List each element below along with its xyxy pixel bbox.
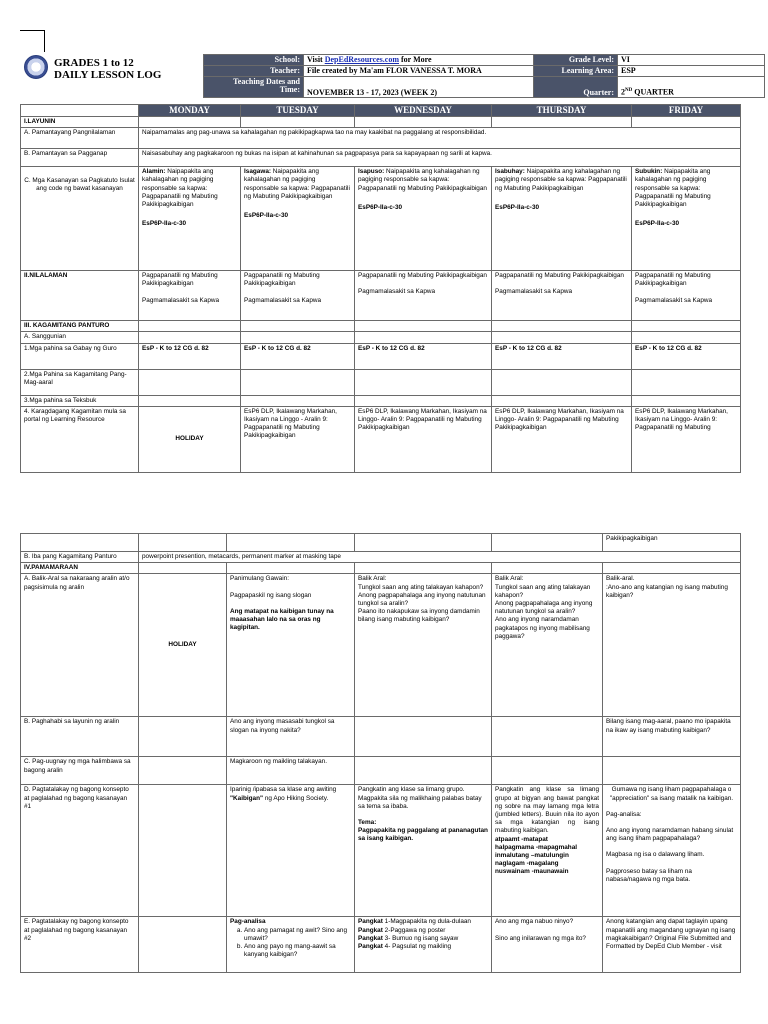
learning-area-value: ESP — [618, 66, 765, 77]
holiday-cell: HOLIDAY — [139, 574, 227, 717]
day-friday: FRIDAY — [632, 105, 741, 117]
teacher-value: File created by Ma'am FLOR VANESSA T. MORA — [304, 66, 534, 77]
day-thursday: THURSDAY — [492, 105, 632, 117]
doc-title-grades: GRADES 1 to 12 — [54, 57, 134, 69]
kagamitang-panturo-row: III. KAGAMITANG PANTURO — [21, 321, 741, 332]
row-label: B. Pamantayan sa Pagganap — [21, 149, 139, 167]
pagtatalakay-1-row: D. Pagtatalakay ng bagong konsepto at paglalahad ng bagong kasanayan #1 Iparinig /ipabasa sa klase ang awiting "Kaibigan" ng Apo Hiking Society. Pangkatin ang klase sa limang grupo. Magpakita sila ng malikhaing palabas batay sa tema sa ibaba. Tema: Pagpapakita ng paggalang at pananagutan sa isang kaibigan. Pangkatin ang klase sa limang grupo at bigyan ang bawat pangkat ng sobre na may lamang mga letra (jumbled letters). Buuin nila ito ayon sa mga katangian ng isang mabuting kaibigan. atpaamt -matapat halpagmama -mapagmahal inmalutang –matulungin naglagam -magalang nuswainam -maunawain Gumawa ng isang liham pagpapahalaga o "appreciation" sa isang matalik na kaibigan. Pag-analisa: Ano ang inyong naramdaman habang sinulat ang isang liham pagpapahalaga? Magbasa ng isa o dalawang liham. Pagproseso batay sa liham na nabasa/nagawa ng mga bata. — [21, 785, 741, 917]
corner-mark-horizontal — [20, 30, 44, 31]
paghahabi-row: B. Paghahabi sa layunin ng aralin Ano ang inyong masasabi tungkol sa slogan na inyong nakita? Bilang isang mag-aaral, paano mo ipapakita na ikaw ay isang mabuting kaibigan? — [21, 717, 741, 757]
quarter-value: 2ND QUARTER — [618, 77, 765, 98]
row-label: C. Mga Kasanayan sa Pagkatuto Isulat ang code ng bawat kasanayan — [21, 167, 139, 271]
deped-seal-icon — [24, 55, 48, 79]
day-wednesday: WEDNESDAY — [355, 105, 492, 117]
karagdagang-kagamitan-row: 4. Karagdagang Kagamitan mula sa portal ng Learning Resource HOLIDAY EsP6 DLP, Ikalawang Markahan, Ikasiyam na Linggo - Aralin 9: Pagpapanatili ng Mabuting Pakikipagkaibigan EsP6 DLP, Ikalawang Markahan, Ikasiyam na Linggo- Aralin 9: Pagpapanatili ng Mabuting Pakikipagkaibigan EsP6 DLP, Ikalawang Markahan, Ikasiyam na Linggo- Aralin 9: Pagpapanatili ng Mabuting Pakikipagkaibigan EsP6 DLP, Ikalawang Markahan, Ikasiyam na Linggo- Aralin 9: Pagpapanatili ng Mabuting — [21, 406, 741, 472]
dates-value: NOVEMBER 13 - 17, 2023 (WEEK 2) — [304, 77, 534, 98]
pamantayan-pagganap-row — [21, 149, 741, 167]
teksbuk-row: 3.Mga pahina sa Teksbuk — [21, 395, 741, 406]
school-label: School: — [204, 55, 304, 66]
pamamaraan-row: IV.PAMAMARAAN — [21, 563, 741, 574]
pag-uugnay-row: C. Pag-uugnay ng mga halimbawa sa bagong aralin Magkaroon ng maikling talakayan. — [21, 757, 741, 785]
gabay-guro-row: 1.Mga pahina sa Gabay ng Guro EsP - K to 12 CG d. 82 EsP - K to 12 CG d. 82 EsP - K to 12 CG d. 82 EsP - K to 12 CG d. 82 EsP - K to 12 CG d. 82 — [21, 343, 741, 369]
learning-area-label: Learning Area: — [534, 66, 618, 77]
iba-pang-kagamitan-row: B. Iba pang Kagamitang Panturo powerpoint presention, metacards, permanent marker at masking tape — [21, 552, 741, 563]
depedresources-link[interactable]: DepEdResources.com — [324, 55, 399, 64]
day-header-row — [21, 105, 741, 117]
kasanayan-cell-wednesday: Isapuso: Naipapakita ang kahalagahan ng pagiging responsable sa kapwa: Pagpapanatili ng Mabuting Pakikipagkaibigan EsP6P-IIa-c-30 — [355, 167, 492, 271]
teacher-label: Teacher: — [204, 66, 304, 77]
pagtatalakay-2-row: E. Pagtatalakay ng bagong konsepto at paglalahad ng bagong kasanayan #2 Pag-analisa a. Ano ang pamagat ng awit? Sino ang umawit? b. Ano ang payo ng mang-aawit sa kanyang kaibigan? Pangkat 1-Magpapakita ng dula-dulaan Pangkat 2-Paggawa ng poster Pangkat 3- Bumuo ng isang sayaw Pangkat 4- Pagsulat ng maikling Ano ang mga nabuo ninyo? Sino ang inilarawan ng mga ito? Anong katangian ang dapat taglayin upang mapanatili ang magandang ugnayan ng isang magkakaibigan? Original File Submitted and Formatted by DepEd Club Member - visit — [21, 917, 741, 973]
holiday-cell: HOLIDAY — [139, 406, 241, 472]
school-value: Visit DepEdResources.com for More — [304, 55, 534, 66]
doc-title-dll: DAILY LESSON LOG — [54, 69, 162, 81]
row-label: A. Pamantayang Pangnilalaman — [21, 128, 139, 149]
row-label: II.NILALAMAN — [21, 271, 139, 321]
dates-label: Teaching Dates and Time: — [204, 77, 304, 98]
continuation-row: Pakikipagkaibigan — [21, 534, 741, 552]
day-tuesday: TUESDAY — [241, 105, 355, 117]
kasanayan-cell-tuesday: Isagawa: Naipapakita ang kahalagahan ng pagiging responsable sa kapwa: Pagpapanatili ng Mabuting Pakikipagkaibigan EsP6P-IIa-c-30 — [241, 167, 355, 271]
row-value: Naisasabuhay ang pagkakaroon ng bukas na isipan at kahinahunan sa pagpapasya para sa kapayapaan ng sarili at kapwa. — [139, 149, 741, 167]
grade-level-label: Grade Level: — [534, 55, 618, 66]
grade-level-value: VI — [618, 55, 765, 66]
kasanayan-cell-thursday: Isabuhay: Naipapakita ang kahalagahan ng pagiging responsable sa kapwa: Pagpapanatili ng Mabuting Pakikipagkaibigan EsP6P-IIa-c-30 — [492, 167, 632, 271]
balik-aral-row: A. Balik-Aral sa nakaraang aralin at/o pagsisimula ng aralin HOLIDAY Panimulang Gawain: Pagpapaskil ng isang slogan Ang matapat na kaibigan tunay na maaasahan lalo na sa oras ng kagipitan. Balik Aral: Tungkol saan ang ating talakayan kahapon? Anong pagpapahalaga ang inyong natutunan tungkol sa aralin? Paano ito nakapukaw sa inyong damdamin bilang isang mabuting kaibigan? Balik Aral: Tungkol saan ang ating talakayan kahapon? Anong pagpapahalaga ang inyong natutunan tungkol sa aralin? Ano ang inyong naramdaman pagkatapos ng inyong mabilisang paggawa? Balik-aral. :Ano-ano ang katangian ng isang mabuting kaibigan? — [21, 574, 741, 717]
lesson-log-table-1 — [20, 104, 741, 473]
day-monday: MONDAY — [139, 105, 241, 117]
corner-mark-vertical — [44, 30, 45, 52]
pamantayang-pangnilalaman-row — [21, 128, 741, 149]
lesson-log-table-2 — [20, 533, 741, 973]
row-value: Naipamamalas ang pag-unawa sa kahalagahan ng pakikipagkapwa tao na may kaakibat na paggalang at responsibilidad. — [139, 128, 741, 149]
sanggunian-row: A. Sanggunian — [21, 332, 741, 343]
nilalaman-row: II.NILALAMAN Pagpapanatili ng Mabuting Pakikipagkaibigan Pagmamalasakit sa Kapwa Pagpapanatili ng Mabuting Pakikipagkaibigan Pagmamalasakit sa Kapwa Pagpapanatili ng Mabuting Pakikipagkaibigan Pagmamalasakit sa Kapwa Pagpapanatili ng Mabuting Pakikipagkaibigan Pagmamalasakit sa Kapwa Pagpapanatili ng Mabuting Pakikipagkaibigan Pagmamalasakit sa Kapwa — [21, 271, 741, 321]
kasanayan-row — [21, 167, 741, 271]
kagamitang-mag-aaral-row: 2.Mga Pahina sa Kagamitang Pang-Mag-aaral — [21, 369, 741, 395]
kasanayan-cell-monday: Alamin: Naipapakita ang kahalagahan ng pagiging responsable sa kapwa: Pagpapanatili ng Mabuting Pakikipagkaibigan EsP6P-IIa-c-30 — [139, 167, 241, 271]
quarter-label: Quarter: — [534, 77, 618, 98]
layunin-row: I.LAYUNIN — [21, 117, 741, 128]
header-info-table — [203, 54, 765, 98]
kasanayan-cell-friday: Subukin: Naipapakita ang kahalagahan ng pagiging responsable sa kapwa: Pagpapanatili ng Mabuting Pakikipagkaibigan EsP6P-IIa-c-30 — [632, 167, 741, 271]
